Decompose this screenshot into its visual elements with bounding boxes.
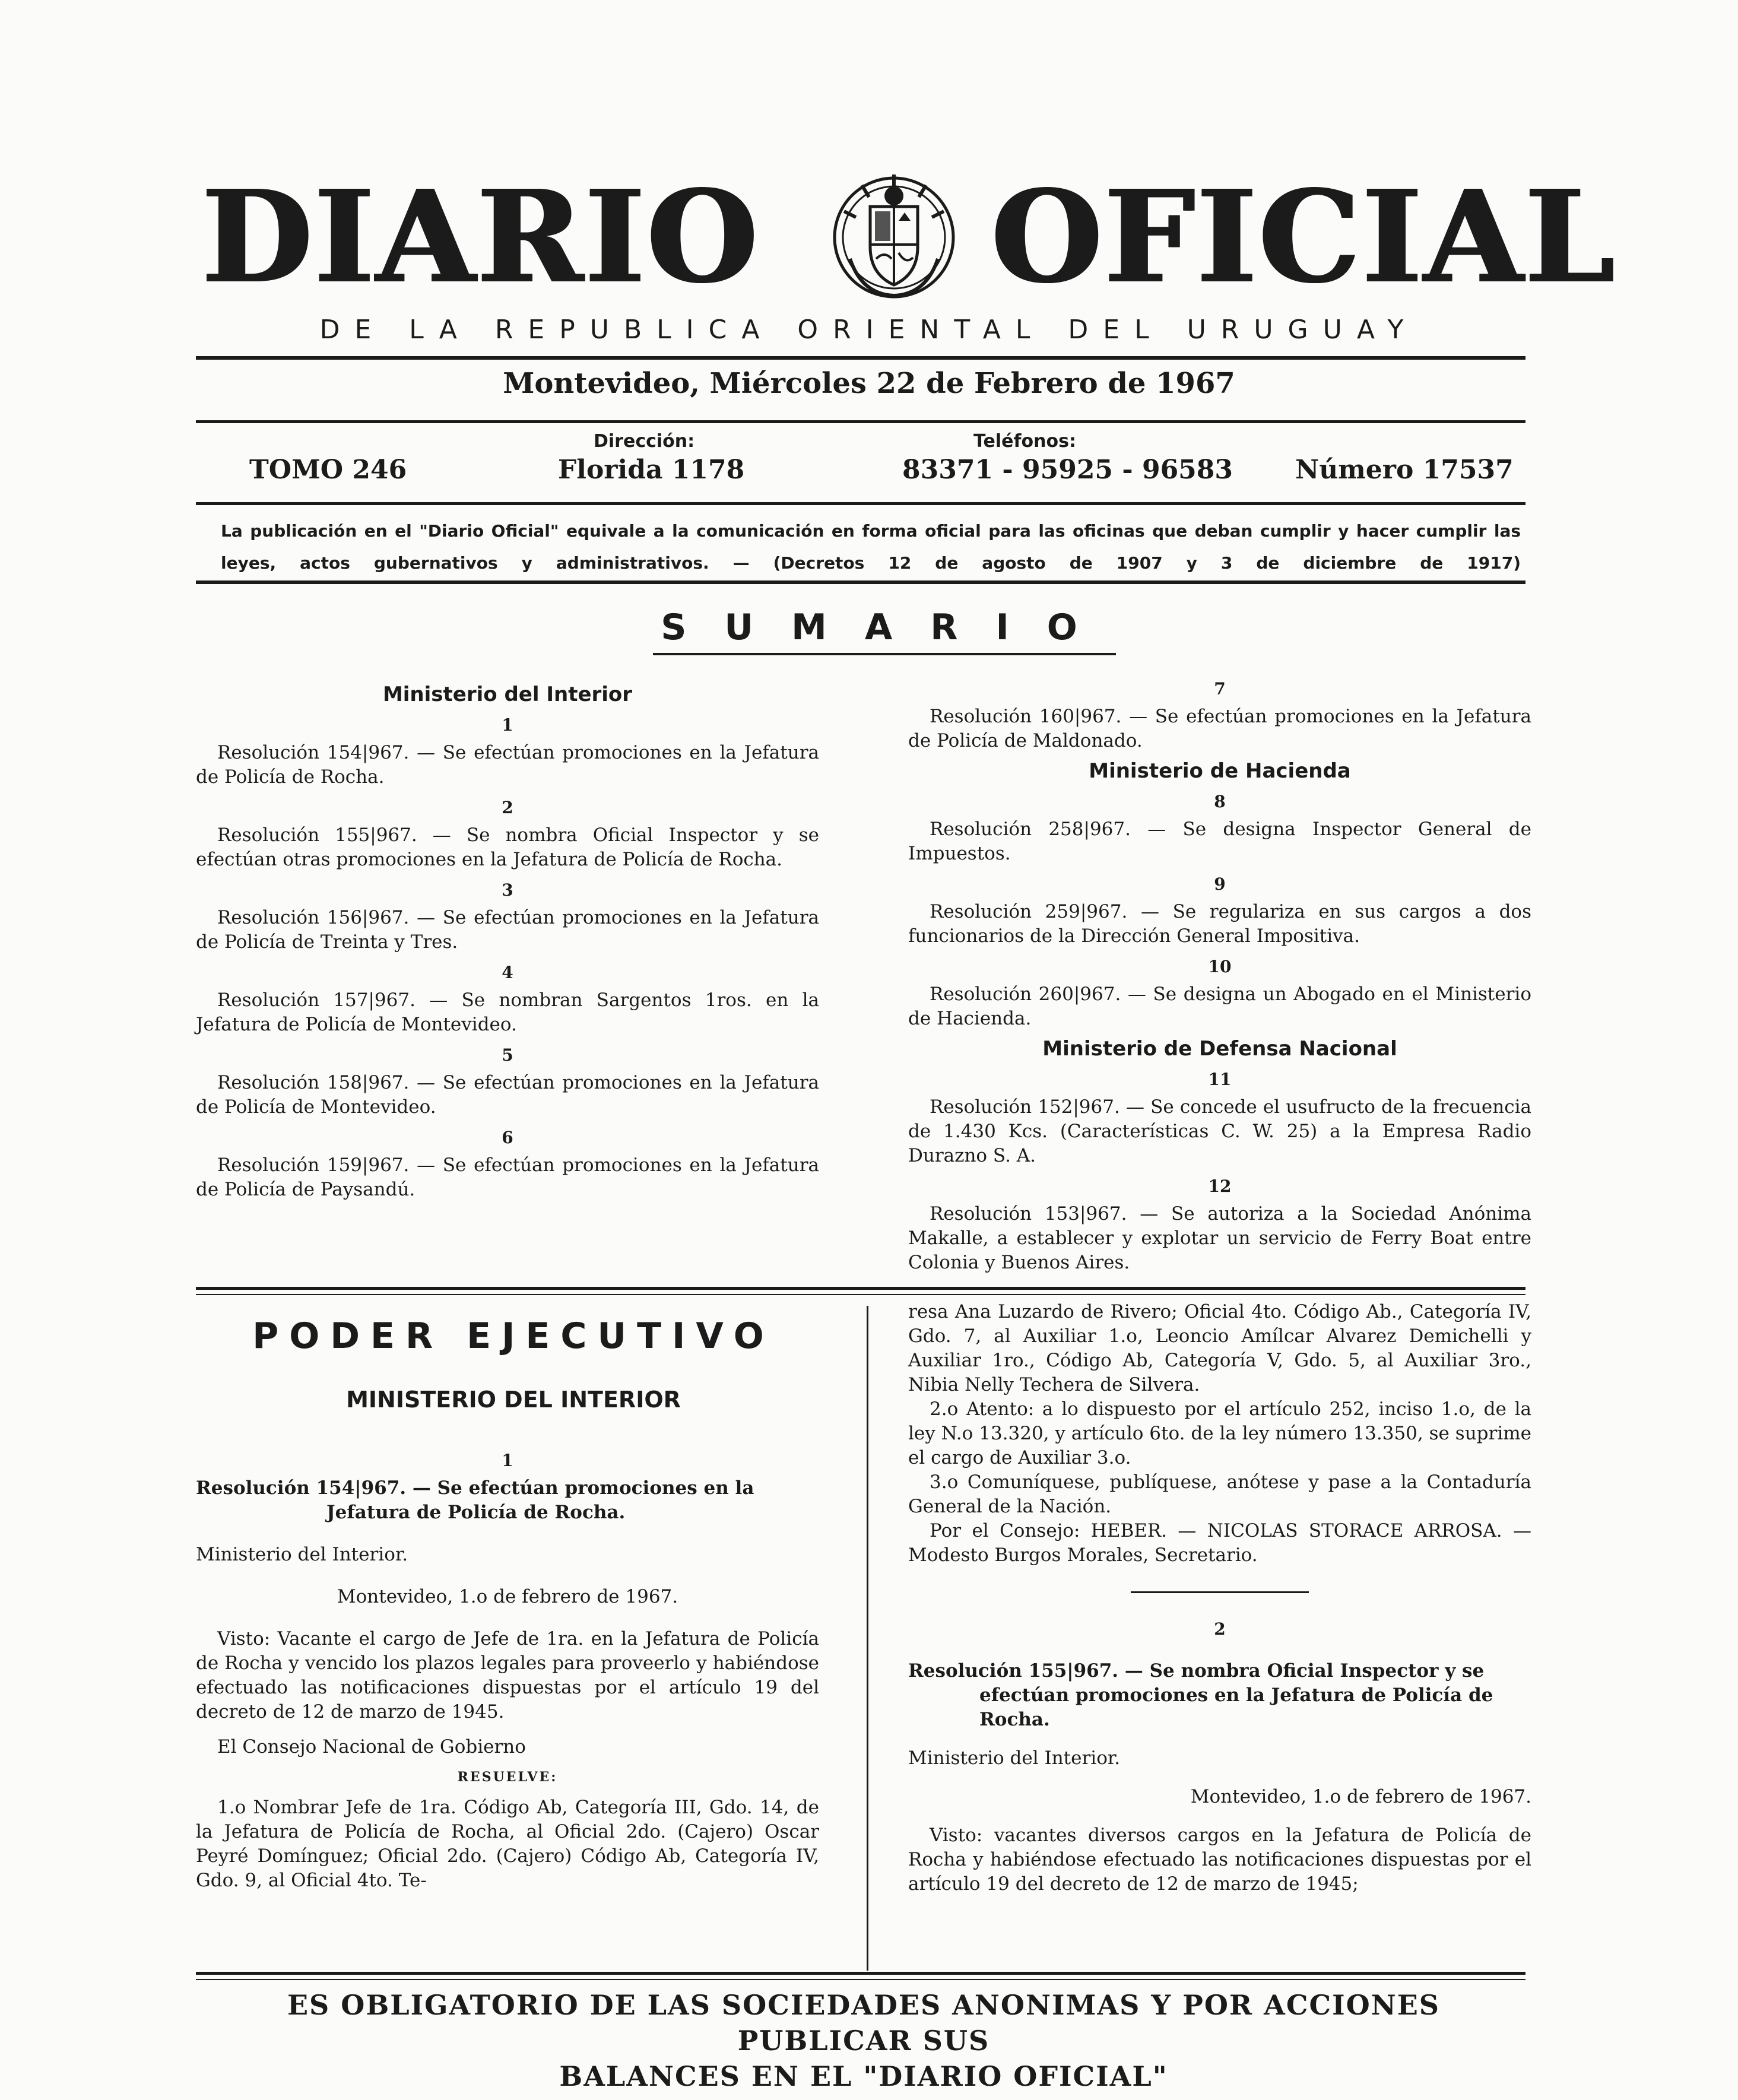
sumario-item: Resolución 152|967. — Se concede el usufructo de la frecuencia de 1.430 Kcs. (Características C. W. 25) a la Empresa Radio Durazno S. A. xyxy=(908,1096,1531,1166)
sumario-item: Resolución 157|967. — Se nombran Sargentos 1ros. en la Jefatura de Policía de Montevideo. xyxy=(196,989,819,1035)
resolucion-title: Resolución 154|967. — Se efectúan promociones en la xyxy=(196,1477,754,1499)
publication-notice: La publicación en el "Diario Oficial" equivale a la comunicación en forma oficial para las oficinas que deban cumplir y hacer cumplir las leyes, actos gubernativos y administrativos. — (Decretos 12 de agosto de 1907 y 3 de diciembre de 1917) xyxy=(221,521,1521,573)
sumario-ministerio-hacienda: Ministerio de Hacienda xyxy=(1089,759,1351,783)
article-1: 1.o Nombrar Jefe de 1ra. Código Ab, Categoría III, Gdo. 14, de la Jefatura de Policía de Rocha, al Oficial 2do. (Cajero) Oscar Peyré Domínguez; Oficial 2do. (Cajero) Código Ab, Categoría IV, Gdo. 9, al Oficial 4to. Te- xyxy=(196,1797,819,1891)
notice-rule xyxy=(196,580,1525,584)
article-3: 3.o Comuníquese, publíquese, anótese y pase a la Contaduría General de la Nación. xyxy=(908,1471,1531,1517)
masthead-subtitle: DE LA REPUBLICA ORIENTAL DEL URUGUAY xyxy=(319,315,1419,345)
title-diario: DIARIO xyxy=(202,163,760,312)
poder-ejecutivo-title: PODER EJECUTIVO xyxy=(252,1315,775,1357)
sumario-item-number: 3 xyxy=(502,880,513,900)
sumario-item-number: 9 xyxy=(1214,874,1226,894)
sumario-item: Resolución 260|967. — Se designa un Abogado en el Ministerio de Hacienda. xyxy=(908,984,1531,1029)
sumario-item: Resolución 258|967. — Se designa Inspector General de Impuestos. xyxy=(908,819,1531,864)
sumario-end-rule-thin xyxy=(196,1294,1525,1295)
sumario-item-number: 1 xyxy=(502,715,513,735)
signature-block: Por el Consejo: HEBER. — NICOLAS STORACE ARROSA. — Modesto Burgos Morales, Secretario. xyxy=(908,1520,1531,1566)
sumario-item-number: 11 xyxy=(1208,1070,1232,1089)
direccion-label: Dirección: xyxy=(594,431,695,452)
sumario-left-column xyxy=(196,677,819,1202)
column-divider xyxy=(867,1306,868,1971)
visto-paragraph: Visto: Vacante el cargo de Jefe de 1ra. en la Jefatura de Policía de Rocha y vencido los plazos legales para proveerlo y habiéndose efectuado las notificaciones dispuestas por el artículo 19 del decreto de 12 de marzo de 1945. xyxy=(196,1628,819,1722)
section-separator xyxy=(1131,1591,1309,1593)
resolucion-number: 1 xyxy=(502,1451,513,1470)
resolucion-title-cont: efectúan promociones en la Jefatura de Policía de xyxy=(979,1685,1493,1706)
article-2: 2.o Atento: a lo dispuesto por el artículo 252, inciso 1.o, de la ley N.o 13.320, y artículo 6to. de la ley número 13.350, se suprime el cargo de Auxiliar 3.o. xyxy=(908,1398,1531,1468)
footer-rule xyxy=(196,1972,1525,1975)
resolucion-number: 2 xyxy=(1214,1619,1226,1639)
ministerio-interior-heading: MINISTERIO DEL INTERIOR xyxy=(346,1387,681,1413)
footer-line-1: ES OBLIGATORIO DE LAS SOCIEDADES ANONIMAS Y POR ACCIONES PUBLICAR SUS xyxy=(287,1989,1440,2057)
sumario-item: Resolución 156|967. — Se efectúan promociones en la Jefatura de Policía de Treinta y Tres. xyxy=(196,907,819,953)
ministerio-line: Ministerio del Interior. xyxy=(908,1747,1121,1769)
body-right-column xyxy=(908,1300,1531,1896)
article-1-cont: resa Ana Luzardo de Rivero; Oficial 4to. Código Ab., Categoría IV, Gdo. 7, al Auxiliar 1.o, Leoncio Amílcar Alvarez Demichelli y Auxiliar 1ro., Código Ab, Categoría V, Gdo. 5, al Auxiliar 3ro., Nibia Nelly Techera de Silvera. xyxy=(908,1301,1531,1395)
ministerio-line: Ministerio del Interior. xyxy=(196,1544,408,1565)
sumario-item-number: 4 xyxy=(502,963,513,982)
footer-rule-thin xyxy=(196,1979,1525,1980)
resolucion-title-cont: Rocha. xyxy=(979,1709,1050,1730)
coat-of-arms-icon xyxy=(826,170,962,305)
sumario-item: Resolución 160|967. — Se efectúan promociones en la Jefatura de Policía de Maldonado. xyxy=(908,706,1531,751)
sumario-end-rule xyxy=(196,1287,1525,1290)
info-rule xyxy=(196,502,1525,505)
direccion: Florida 1178 xyxy=(558,455,745,485)
body-left-column xyxy=(196,1442,819,1893)
sumario-title: SUMARIO xyxy=(661,607,1115,648)
footer-notice xyxy=(196,1987,1531,2094)
title-oficial: OFICIAL xyxy=(991,163,1617,312)
sumario-item-number: 2 xyxy=(502,798,513,817)
footer-line-2: BALANCES EN EL "DIARIO OFICIAL" xyxy=(559,2060,1168,2092)
dateline: Montevideo, Miércoles 22 de Febrero de 1967 xyxy=(503,367,1235,400)
sumario-item-number: 5 xyxy=(502,1045,513,1065)
telefonos: 83371 - 95925 - 96583 xyxy=(902,455,1233,485)
sumario-ministerio-interior: Ministerio del Interior xyxy=(382,683,633,706)
masthead xyxy=(196,163,1617,312)
dateline-rule xyxy=(196,420,1525,423)
sumario-item: Resolución 158|967. — Se efectúan promociones en la Jefatura de Policía de Montevideo. xyxy=(196,1072,819,1118)
sumario-item: Resolución 159|967. — Se efectúan promociones en la Jefatura de Policía de Paysandú. xyxy=(196,1154,819,1200)
sumario-right-column xyxy=(908,671,1531,1275)
sumario-item: Resolución 154|967. — Se efectúan promociones en la Jefatura de Policía de Rocha. xyxy=(196,742,819,788)
resolucion-title: Resolución 155|967. — Se nombra Oficial Inspector y se xyxy=(908,1660,1485,1682)
consejo-line: El Consejo Nacional de Gobierno xyxy=(217,1736,526,1758)
sumario-item: Resolución 153|967. — Se autoriza a la Sociedad Anónima Makalle, a establecer y explotar un servicio de Ferry Boat entre Colonia y Buenos Aires. xyxy=(908,1203,1531,1273)
sumario-item: Resolución 259|967. — Se regulariza en sus cargos a dos funcionarios de la Dirección General Impositiva. xyxy=(908,901,1531,947)
masthead-rule xyxy=(196,356,1525,360)
sumario-item: Resolución 155|967. — Se nombra Oficial Inspector y se efectúan otras promociones en la Jefatura de Policía de Rocha. xyxy=(196,824,819,870)
sumario-item-number: 10 xyxy=(1208,957,1232,976)
tomo: TOMO 246 xyxy=(249,455,407,485)
sumario-item-number: 7 xyxy=(1214,679,1226,699)
sumario-underline xyxy=(653,653,1116,655)
resolucion-title-cont: Jefatura de Policía de Rocha. xyxy=(326,1502,626,1523)
sumario-item-number: 12 xyxy=(1208,1176,1232,1196)
resuelve-label: RESUELVE: xyxy=(457,1769,558,1785)
numero: Número 17537 xyxy=(1295,455,1514,485)
sumario-item-number: 6 xyxy=(502,1128,513,1147)
visto-paragraph: Visto: vacantes diversos cargos en la Jefatura de Policía de Rocha y habiéndose efectuado las notificaciones dispuestas por el artículo 19 del decreto de 12 de marzo de 1945; xyxy=(908,1825,1531,1895)
telefonos-label: Teléfonos: xyxy=(973,431,1076,452)
resolucion-date: Montevideo, 1.o de febrero de 1967. xyxy=(1190,1786,1531,1807)
resolucion-date: Montevideo, 1.o de febrero de 1967. xyxy=(337,1586,678,1607)
sumario-item-number: 8 xyxy=(1214,792,1226,811)
sumario-ministerio-defensa: Ministerio de Defensa Nacional xyxy=(1042,1037,1397,1061)
